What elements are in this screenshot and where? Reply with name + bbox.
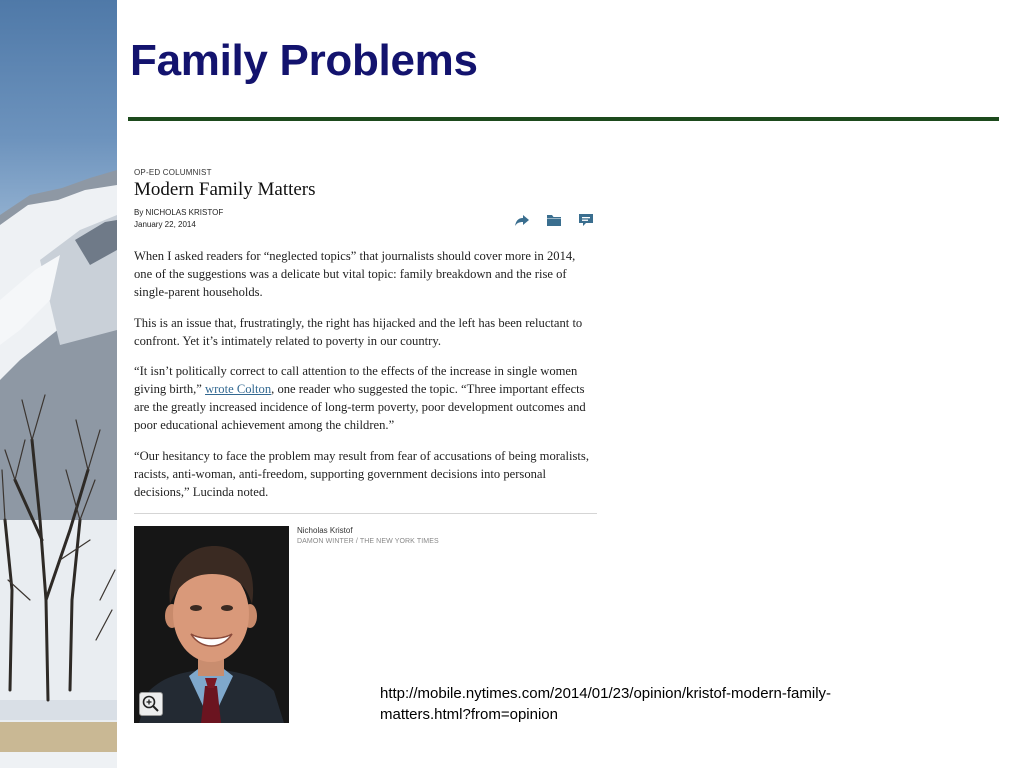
winter-landscape-image <box>0 0 117 768</box>
paragraph-text: “It isn’t politically correct to call attention to the effects of the increase in single women giving birth,” <box>134 364 578 396</box>
article-paragraph: This is an issue that, frustratingly, the right has hijacked and the left has been reluctant to confront. Yet it’s intimately related to poverty in our country. <box>134 316 583 348</box>
article-date: January 22, 2014 <box>134 220 196 229</box>
comment-icon[interactable] <box>578 212 594 228</box>
slide-title: Family Problems <box>130 36 478 85</box>
magnifier-icon <box>140 693 162 715</box>
wrote-colton-link[interactable]: wrote Colton <box>205 382 272 396</box>
article-divider <box>134 513 597 514</box>
save-folder-icon[interactable] <box>546 212 562 228</box>
article-paragraph: When I asked readers for “neglected topics” that journalists should cover more in 2014, one of the suggestions was a delicate but vital topic: family breakdown and the rise of single-parent households. <box>134 249 576 299</box>
article-paragraph <box>134 362 594 434</box>
article-paragraph: “Our hesitancy to face the problem may result from fear of accusations of being moralists, racists, anti-woman, anti-freedom, supporting government decisions into personal decisions,” Lucinda noted. <box>134 449 589 499</box>
article-toolbar <box>514 212 594 228</box>
zoom-in-button[interactable] <box>139 692 163 716</box>
article-byline: By NICHOLAS KRISTOF <box>134 208 224 217</box>
article-headline[interactable]: Modern Family Matters <box>134 179 316 200</box>
article-kicker: OP-ED COLUMNIST <box>134 168 212 177</box>
winter-landscape-strip <box>0 0 117 768</box>
paragraph-text: , one reader who suggested the topic. “Three important effects are the greatly increased incidence of long-term poverty, poor development outcomes and poor educational achievement among the children.” <box>134 382 586 432</box>
photo-caption-name: Nicholas Kristof <box>297 526 353 535</box>
share-icon[interactable] <box>514 212 530 228</box>
source-url[interactable]: http://mobile.nytimes.com/2014/01/23/opinion/kristof-modern-family-matters.html?from=opinion <box>380 685 832 723</box>
photo-caption-credit: DAMON WINTER / THE NEW YORK TIMES <box>297 538 439 545</box>
title-divider <box>128 117 999 121</box>
author-photo[interactable] <box>134 526 289 723</box>
